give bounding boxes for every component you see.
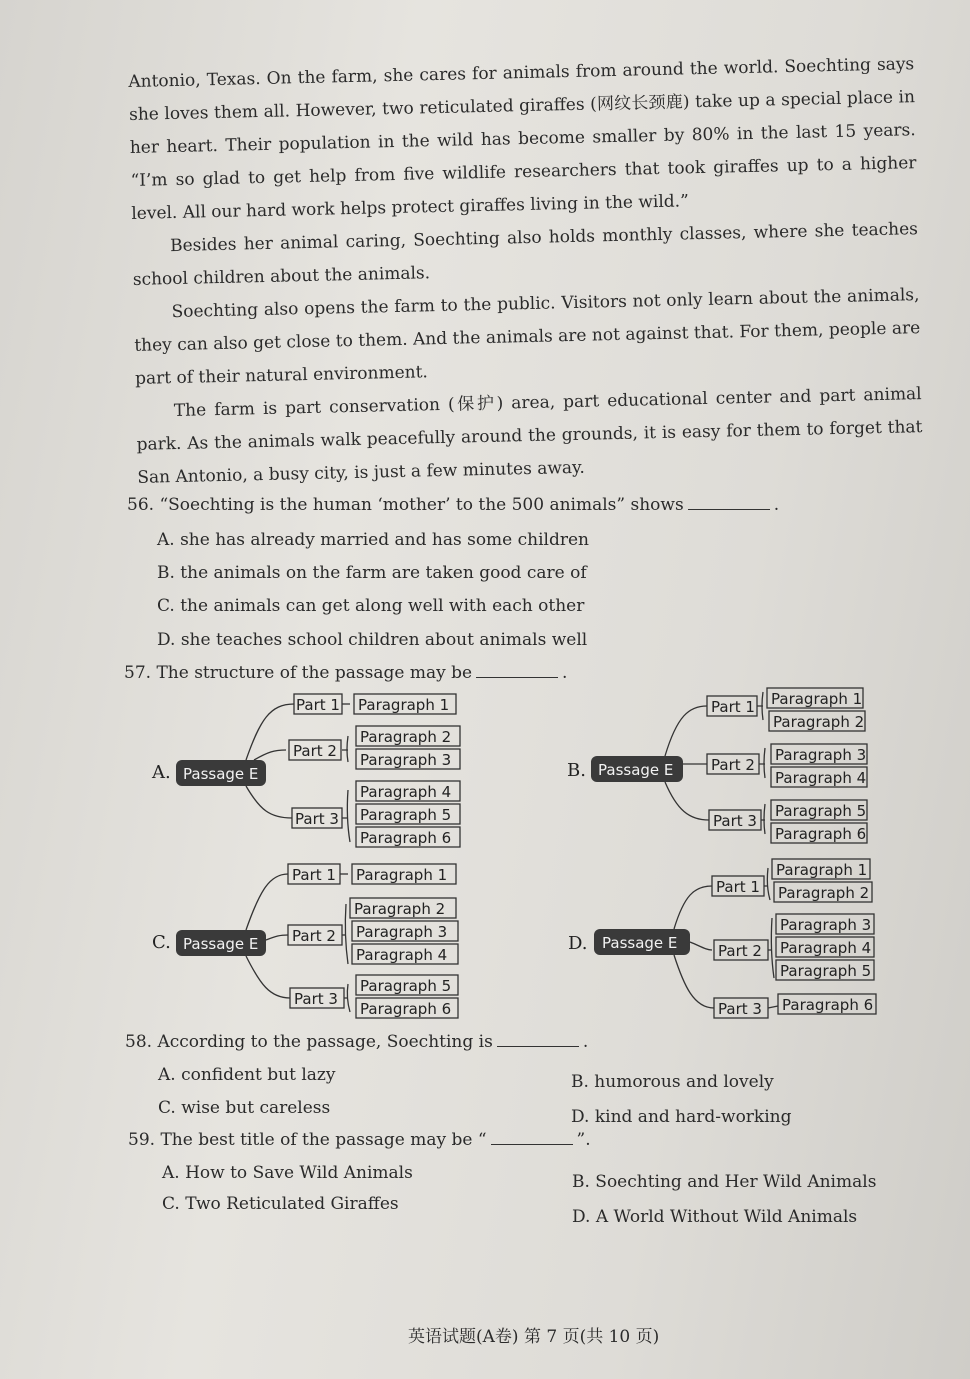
answer-blank[interactable] [688, 509, 770, 510]
question-59 [128, 1130, 591, 1150]
question-57 [124, 663, 567, 683]
passage-paragraph-2: Besides her animal caring, Soechting also holds monthly classes, where she teaches school children about the animals. [132, 219, 919, 290]
structure-diagram-b [565, 686, 885, 850]
passage-paragraph-1: Antonio, Texas. On the farm, she cares for animals from around the world. Soechting says she loves them all. However, two reticulated giraffes (网纹长颈鹿) take up a special place in her heart. Their population in the wild has become smaller by 80% in the last 15 years. “I’m so glad to get help from five wildlife researchers that took giraffes up to a higher level. All our hard work helps protect giraffes living in the wild.” [128, 54, 917, 224]
q56-option-a: A. she has already married and has some children [157, 530, 589, 550]
answer-blank[interactable] [491, 1144, 573, 1145]
paragraph-label: Paragraph 4 [356, 946, 448, 964]
paragraph-label: Paragraph 1 [771, 690, 863, 708]
branch-line [266, 935, 288, 940]
q56-option-b: B. the animals on the farm are taken good care of [157, 563, 587, 583]
q59-option-a: A. How to Save Wild Animals [162, 1163, 413, 1183]
paragraph-label: Paragraph 6 [782, 996, 874, 1014]
connector [764, 868, 770, 900]
part-label: Part 1 [716, 878, 760, 896]
q56-option-c: C. the animals can get along well with each other [157, 596, 585, 616]
answer-blank[interactable] [497, 1046, 579, 1047]
passage-paragraph-3: Soechting also opens the farm to the public. Visitors not only learn about the animals, they can also get close to them. And the animals are not against that. For them, people are part of their natural environment. [134, 285, 921, 389]
paragraph-label: Paragraph 4 [360, 783, 452, 801]
connector [757, 692, 763, 720]
q58-option-d: D. kind and hard-working [571, 1107, 792, 1127]
part-label: Part 3 [713, 812, 757, 830]
branch-line [246, 786, 292, 818]
branch-line [246, 956, 290, 998]
paragraph-label: Paragraph 3 [360, 751, 452, 769]
structure-diagram-c [150, 860, 470, 1029]
question-58-end: . [582, 1032, 589, 1052]
paragraph-label: Paragraph 1 [358, 696, 450, 714]
option-letter: D. [568, 933, 588, 954]
connector [342, 790, 350, 842]
part-label: Part 2 [711, 756, 755, 774]
root-label: Passage E [602, 934, 678, 952]
q58-option-b: B. humorous and lovely [571, 1072, 774, 1092]
option-letter: B. [567, 760, 586, 781]
passage-paragraph-4: The farm is part conservation (保护) area, part educational center and part animal park. As the animals walk peacefully around the grounds, it is easy for them to forget that San Antonio, a busy city, is just a few minutes away. [136, 384, 923, 488]
question-56-stem: 56. “Soechting is the human ‘mother’ to the 500 animals” shows [127, 495, 684, 515]
paragraph-label: Paragraph 6 [360, 829, 452, 847]
paragraph-label: Paragraph 1 [356, 866, 448, 884]
paragraph-label: Paragraph 6 [775, 825, 867, 843]
q58-option-a: A. confident but lazy [158, 1065, 336, 1085]
part-label: Part 1 [711, 698, 755, 716]
connector [342, 904, 348, 964]
q59-option-b: B. Soechting and Her Wild Animals [572, 1172, 877, 1192]
question-58 [125, 1032, 588, 1052]
part-label: Part 1 [296, 696, 340, 714]
option-letter: C. [152, 932, 171, 953]
paragraph-label: Paragraph 2 [773, 713, 865, 731]
question-58-stem: 58. According to the passage, Soechting is [125, 1032, 493, 1052]
branch-line [254, 750, 286, 760]
connector [342, 736, 348, 762]
part-label: Part 1 [292, 866, 336, 884]
paragraph-label: Paragraph 2 [778, 884, 870, 902]
paragraph-label: Paragraph 5 [775, 802, 867, 820]
paragraph-label: Paragraph 5 [360, 806, 452, 824]
paragraph-label: Paragraph 2 [360, 728, 452, 746]
branch-line [674, 955, 714, 1008]
branch-line [246, 874, 288, 930]
q56-option-d: D. she teaches school children about animals well [157, 630, 588, 650]
part-label: Part 2 [718, 942, 762, 960]
branch-line [665, 706, 707, 756]
branch-line [665, 782, 709, 820]
branch-line [674, 886, 712, 929]
branch-line [690, 942, 712, 950]
part-label: Part 2 [293, 742, 337, 760]
root-label: Passage E [183, 935, 259, 953]
reading-passage [128, 48, 924, 495]
part-label: Part 2 [292, 927, 336, 945]
page-footer: 英语试题(A卷) 第 7 页(共 10 页) [408, 1327, 660, 1347]
question-57-end: . [562, 663, 568, 683]
q59-option-c: C. Two Reticulated Giraffes [162, 1194, 399, 1214]
connector [344, 984, 350, 1012]
paragraph-label: Paragraph 4 [775, 769, 867, 787]
question-59-end: ”. [576, 1130, 591, 1150]
answer-blank[interactable] [476, 677, 558, 678]
paragraph-label: Paragraph 5 [360, 977, 452, 995]
connector [759, 748, 765, 778]
paragraph-label: Paragraph 3 [356, 923, 448, 941]
question-57-stem: 57. The structure of the passage may be [124, 663, 473, 683]
connector [768, 1006, 778, 1008]
paragraph-label: Paragraph 1 [776, 861, 868, 879]
q59-option-d: D. A World Without Wild Animals [572, 1207, 858, 1227]
question-59-stem: 59. The best title of the passage may be “ [128, 1130, 487, 1150]
q58-option-c: C. wise but careless [158, 1098, 331, 1118]
paragraph-label: Paragraph 4 [780, 939, 872, 957]
paragraph-label: Paragraph 2 [354, 900, 446, 918]
paragraph-label: Paragraph 3 [780, 916, 872, 934]
root-label: Passage E [183, 765, 259, 783]
question-56 [127, 495, 779, 515]
connector [768, 918, 774, 978]
paragraph-label: Paragraph 6 [360, 1000, 452, 1018]
paragraph-label: Paragraph 5 [780, 962, 872, 980]
root-label: Passage E [598, 761, 674, 779]
part-label: Part 3 [718, 1000, 762, 1018]
structure-diagram-d [566, 856, 886, 1030]
part-label: Part 3 [295, 810, 339, 828]
structure-diagram-a [150, 690, 470, 854]
question-56-end: . [773, 495, 780, 515]
paragraph-label: Paragraph 3 [775, 746, 867, 764]
option-letter: A. [152, 762, 171, 783]
part-label: Part 3 [294, 990, 338, 1008]
